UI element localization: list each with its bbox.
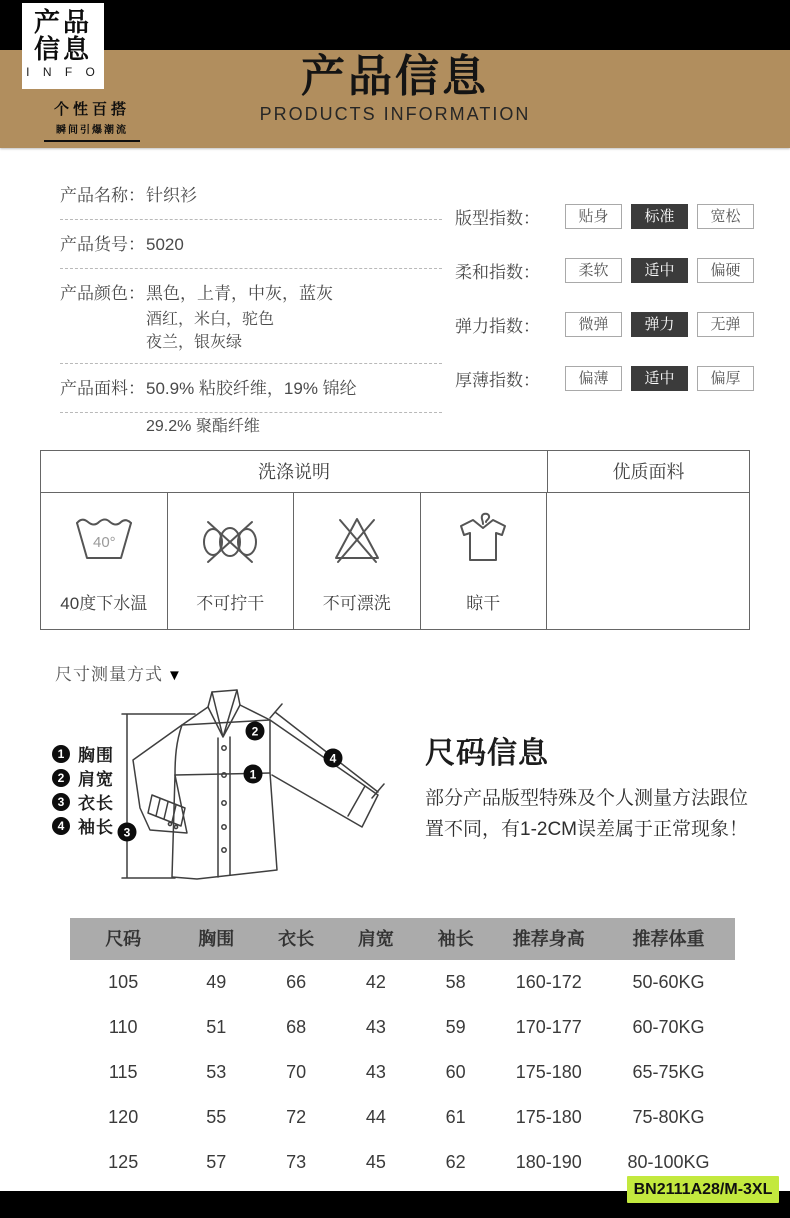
index-option: 适中 — [631, 366, 688, 391]
product-field-value: 29.2% 聚酯纤维 — [146, 418, 260, 435]
care-table-header — [41, 451, 749, 493]
legend-number-badge: 1 — [52, 745, 70, 763]
product-field-value: 50.9% 粘胶纤维，19% 锦纶 — [146, 379, 357, 398]
size-table-cell: 51 — [206, 1017, 227, 1037]
care-item — [41, 493, 168, 630]
product-field-label: 产品面料： — [60, 379, 145, 398]
index-option: 偏硬 — [697, 258, 754, 283]
size-table-cell: 58 — [445, 972, 466, 992]
size-table-header — [70, 918, 735, 960]
size-table-cell: 43 — [365, 1062, 386, 1082]
care-item-label: 40度下水温 — [60, 594, 148, 613]
svg-text:40°: 40° — [92, 534, 116, 551]
care-table — [40, 450, 750, 630]
size-table-cell: 70 — [286, 1062, 307, 1082]
care-item-label: 晾干 — [466, 594, 501, 613]
premium-fabric-cell — [547, 493, 749, 630]
index-option: 标准 — [631, 204, 688, 229]
care-item-label: 不可拧干 — [196, 594, 265, 613]
product-indices — [455, 203, 765, 419]
size-table-cell: 80-100KG — [627, 1152, 710, 1172]
no-bleach-icon — [325, 506, 389, 575]
size-table-cell: 115 — [108, 1062, 138, 1082]
size-table-cell: 180-190 — [515, 1152, 582, 1172]
legend-number-badge: 4 — [52, 817, 70, 835]
product-field-row — [60, 184, 442, 220]
index-row — [455, 365, 765, 391]
care-instructions-header: 洗涤说明 — [258, 462, 330, 482]
premium-fabric-header: 优质面料 — [547, 451, 749, 492]
brand-tagline-line1: 个性百搭 — [53, 101, 130, 118]
legend-label: 袖长 — [78, 818, 114, 837]
size-table-cell: 44 — [365, 1107, 386, 1127]
index-option: 偏厚 — [697, 366, 754, 391]
care-table-body — [41, 493, 749, 630]
size-table-cell: 120 — [108, 1107, 139, 1127]
size-table-cell: 175-180 — [515, 1062, 582, 1082]
brand-logo-line2: 信息 — [33, 34, 92, 64]
brand-logo-sub: I N F O — [26, 65, 100, 79]
size-table-cell: 160-172 — [515, 972, 582, 992]
brand-logo-line1: 产品 — [33, 7, 92, 37]
size-table-cell: 43 — [365, 1017, 386, 1037]
index-row — [455, 203, 765, 229]
size-table-cell: 68 — [286, 1017, 307, 1037]
size-table-cell: 62 — [445, 1152, 466, 1172]
size-table-cell: 170-177 — [515, 1017, 582, 1037]
size-table-cell: 55 — [206, 1107, 227, 1127]
size-table-cell: 42 — [365, 972, 386, 992]
size-table-cell: 175-180 — [515, 1107, 582, 1127]
size-table-column-header: 肩宽 — [357, 929, 394, 949]
down-triangle-icon: ▼ — [167, 667, 183, 684]
size-table-cell: 59 — [445, 1017, 466, 1037]
size-table-cell: 49 — [206, 972, 227, 992]
size-table-cell: 66 — [286, 972, 307, 992]
size-table-cell: 73 — [286, 1152, 307, 1172]
model-badge: BN2111A28/M-3XL — [627, 1176, 779, 1203]
index-option: 无弹 — [697, 312, 754, 337]
index-label: 弹力指数： — [455, 316, 540, 336]
index-option: 偏薄 — [565, 366, 622, 391]
product-field-value: 夜兰，银灰绿 — [60, 329, 442, 364]
legend-label: 衣长 — [78, 794, 114, 813]
product-field-value: 针织衫 — [146, 186, 197, 205]
svg-text:2: 2 — [251, 724, 259, 739]
table-row — [70, 960, 735, 1005]
svg-text:3: 3 — [123, 825, 131, 840]
size-table — [70, 918, 735, 1185]
index-option: 适中 — [631, 258, 688, 283]
brand-logo — [22, 3, 104, 89]
index-label: 厚薄指数： — [455, 370, 540, 390]
size-table-cell: 72 — [286, 1107, 307, 1127]
size-info-note-line1: 部分产品版型特殊及个人测量方法跟位 — [425, 788, 749, 809]
brand-tagline-line2: 瞬间引爆潮流 — [44, 121, 140, 142]
legend-label: 肩宽 — [78, 770, 114, 789]
product-field-value: 酒红，米白，驼色 — [146, 311, 275, 328]
size-table-cell: 75-80KG — [632, 1107, 705, 1127]
product-fields — [60, 184, 442, 449]
no-wring-icon — [198, 506, 262, 575]
header-black-bar — [0, 0, 790, 50]
shirt-diagram-illustration — [100, 680, 420, 910]
care-item-label: 不可漂洗 — [322, 594, 391, 613]
care-item — [168, 493, 295, 630]
size-table-column-header: 尺码 — [105, 929, 142, 949]
size-info-title: 尺码信息 — [425, 737, 549, 770]
size-table-cell: 60-70KG — [632, 1017, 705, 1037]
table-row — [70, 1095, 735, 1140]
size-table-column-header: 衣长 — [278, 929, 315, 949]
svg-text:1: 1 — [249, 767, 257, 782]
table-row — [70, 1005, 735, 1050]
care-item — [421, 493, 548, 630]
index-option: 宽松 — [697, 204, 754, 229]
care-item — [294, 493, 421, 630]
size-table-cell: 57 — [206, 1152, 227, 1172]
size-info-note-line2: 置不同，有1-2CM误差属于正常现象！ — [425, 819, 749, 840]
size-table-rows — [70, 960, 735, 1185]
index-row — [455, 311, 765, 337]
brand-tagline — [44, 98, 140, 142]
index-option: 柔软 — [565, 258, 622, 283]
size-table-cell: 50-60KG — [632, 972, 705, 992]
size-table-cell: 110 — [108, 1017, 138, 1037]
page-title: 产品信息 — [301, 52, 489, 101]
legend-label: 胸围 — [78, 746, 114, 765]
product-field-value: 黑色，上青，中灰，蓝灰 — [146, 284, 333, 303]
product-field-label: 产品颜色： — [60, 284, 145, 303]
size-table-cell: 65-75KG — [632, 1062, 705, 1082]
size-table-column-header: 胸围 — [198, 929, 235, 949]
product-field-row — [60, 282, 442, 306]
index-row — [455, 257, 765, 283]
size-table-cell: 60 — [445, 1062, 466, 1082]
measure-title-text: 尺寸测量方式 — [55, 665, 163, 684]
index-option: 微弹 — [565, 312, 622, 337]
page-subtitle: PRODUCTS INFORMATION — [259, 104, 531, 124]
size-table-cell: 53 — [206, 1062, 227, 1082]
legend-number-badge: 2 — [52, 769, 70, 787]
size-table-cell: 105 — [108, 972, 139, 992]
size-table-column-header: 推荐身高 — [512, 929, 585, 949]
index-label: 柔和指数： — [455, 262, 540, 282]
product-field-label: 产品货号： — [60, 235, 145, 254]
index-option: 贴身 — [565, 204, 622, 229]
size-info-block — [425, 728, 775, 845]
hang-dry-icon — [451, 506, 515, 575]
size-table-column-header: 推荐体重 — [632, 929, 705, 949]
product-field-row — [60, 233, 442, 269]
size-table-cell: 125 — [108, 1152, 139, 1172]
size-table-cell: 45 — [365, 1152, 386, 1172]
index-option: 弹力 — [631, 312, 688, 337]
product-field-row — [60, 377, 442, 413]
index-label: 版型指数： — [455, 208, 540, 228]
size-table-column-header: 袖长 — [437, 929, 474, 949]
svg-text:4: 4 — [329, 751, 337, 766]
wash-40-icon — [72, 506, 136, 575]
table-row — [70, 1050, 735, 1095]
product-field-label: 产品名称： — [60, 186, 145, 205]
size-table-cell: 61 — [445, 1107, 466, 1127]
product-field-value: 5020 — [146, 235, 184, 254]
legend-number-badge: 3 — [52, 793, 70, 811]
